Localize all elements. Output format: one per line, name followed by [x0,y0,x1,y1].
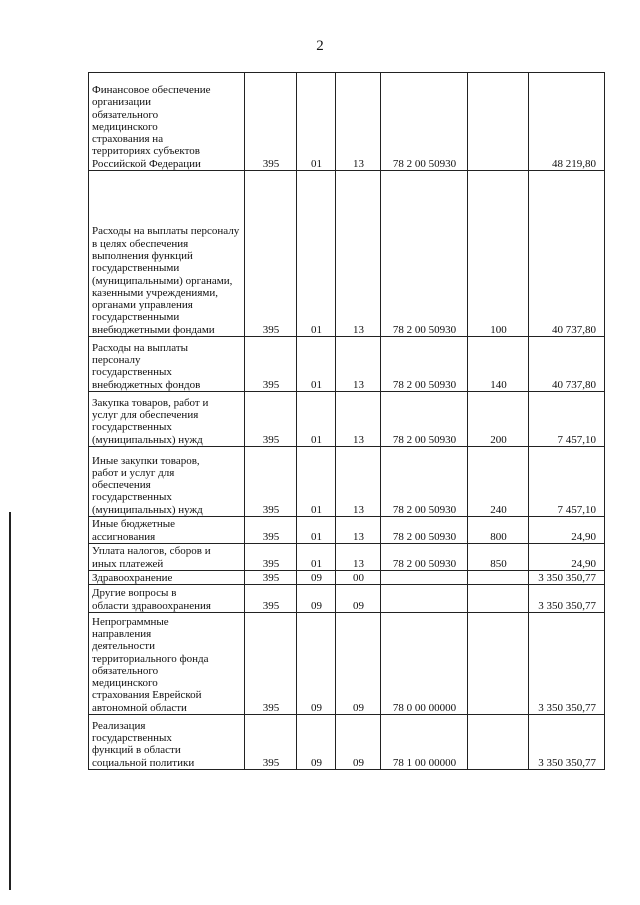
table-row [89,171,605,337]
cell-section-code: 09 [297,585,336,613]
cell-section-code: 01 [297,544,336,571]
cell-section-code: 01 [297,73,336,171]
cell-ministry-code: 395 [245,73,297,171]
cell-target-article: 78 1 00 00000 [381,715,468,770]
cell-expense-type [468,73,529,171]
cell-item-name: Иные закупки товаров, работ и услуг для обеспечения государственных (муниципальных) нужд [89,447,245,517]
cell-amount: 7 457,10 [529,447,605,517]
cell-item-name: Расходы на выплаты персоналу государственных внебюджетных фондов [89,337,245,392]
cell-amount: 3 350 350,77 [529,585,605,613]
table-row [89,715,605,770]
cell-ministry-code: 395 [245,585,297,613]
cell-ministry-code: 395 [245,517,297,544]
cell-item-name: Другие вопросы в области здравоохранения [89,585,245,613]
table-row [89,337,605,392]
cell-subsection-code: 13 [336,544,381,571]
cell-ministry-code: 395 [245,544,297,571]
cell-amount: 40 737,80 [529,337,605,392]
cell-amount: 7 457,10 [529,392,605,447]
table-body [89,73,605,770]
cell-amount: 3 350 350,77 [529,613,605,715]
cell-expense-type: 800 [468,517,529,544]
cell-target-article [381,585,468,613]
cell-item-name: Расходы на выплаты персоналу в целях обеспечения выполнения функций государственными (муниципальными) органами, казенными учреждениями, органами управления государственными внебюджетными фондами [89,171,245,337]
cell-ministry-code: 395 [245,447,297,517]
cell-amount: 40 737,80 [529,171,605,337]
cell-amount: 3 350 350,77 [529,715,605,770]
cell-subsection-code: 09 [336,715,381,770]
cell-amount: 24,90 [529,544,605,571]
cell-expense-type: 850 [468,544,529,571]
cell-ministry-code: 395 [245,171,297,337]
cell-section-code: 09 [297,715,336,770]
cell-subsection-code: 13 [336,171,381,337]
cell-section-code: 01 [297,392,336,447]
cell-ministry-code: 395 [245,337,297,392]
cell-section-code: 09 [297,571,336,585]
table-row [89,544,605,571]
cell-expense-type [468,585,529,613]
cell-section-code: 01 [297,171,336,337]
cell-target-article: 78 2 00 50930 [381,517,468,544]
table-row [89,447,605,517]
cell-expense-type: 200 [468,392,529,447]
cell-item-name: Закупка товаров, работ и услуг для обеспечения государственных (муниципальных) нужд [89,392,245,447]
cell-target-article: 78 2 00 50930 [381,544,468,571]
cell-target-article: 78 2 00 50930 [381,171,468,337]
cell-subsection-code: 13 [336,73,381,171]
cell-expense-type [468,715,529,770]
cell-subsection-code: 13 [336,447,381,517]
page-number: 2 [316,38,324,54]
cell-ministry-code: 395 [245,715,297,770]
cell-target-article: 78 0 00 00000 [381,613,468,715]
cell-item-name: Реализация государственных функций в области социальной политики [89,715,245,770]
cell-subsection-code: 09 [336,585,381,613]
cell-subsection-code: 13 [336,517,381,544]
cell-subsection-code: 09 [336,613,381,715]
cell-ministry-code: 395 [245,571,297,585]
cell-ministry-code: 395 [245,392,297,447]
cell-target-article: 78 2 00 50930 [381,392,468,447]
cell-subsection-code: 00 [336,571,381,585]
cell-expense-type [468,613,529,715]
cell-item-name: Финансовое обеспечение организации обязательного медицинского страхования на территориях субъектов Российской Федерации [89,73,245,171]
cell-subsection-code: 13 [336,337,381,392]
cell-item-name: Непрограммные направления деятельности территориального фонда обязательного медицинского страхования Еврейской автономной области [89,613,245,715]
cell-amount: 3 350 350,77 [529,571,605,585]
cell-target-article: 78 2 00 50930 [381,447,468,517]
cell-section-code: 01 [297,337,336,392]
cell-target-article [381,571,468,585]
cell-expense-type: 140 [468,337,529,392]
cell-amount: 24,90 [529,517,605,544]
cell-expense-type: 100 [468,171,529,337]
cell-ministry-code: 395 [245,613,297,715]
table-row [89,613,605,715]
cell-amount: 48 219,80 [529,73,605,171]
table-row [89,585,605,613]
cell-expense-type: 240 [468,447,529,517]
table-row [89,517,605,544]
cell-item-name: Здравоохранение [89,571,245,585]
table-row [89,73,605,171]
cell-section-code: 09 [297,613,336,715]
table-row [89,392,605,447]
cell-section-code: 01 [297,517,336,544]
budget-table [88,72,605,770]
cell-target-article: 78 2 00 50930 [381,73,468,171]
cell-target-article: 78 2 00 50930 [381,337,468,392]
cell-item-name: Уплата налогов, сборов и иных платежей [89,544,245,571]
margin-line [9,512,11,890]
cell-section-code: 01 [297,447,336,517]
cell-expense-type [468,571,529,585]
cell-subsection-code: 13 [336,392,381,447]
table-row [89,571,605,585]
cell-item-name: Иные бюджетные ассигнования [89,517,245,544]
